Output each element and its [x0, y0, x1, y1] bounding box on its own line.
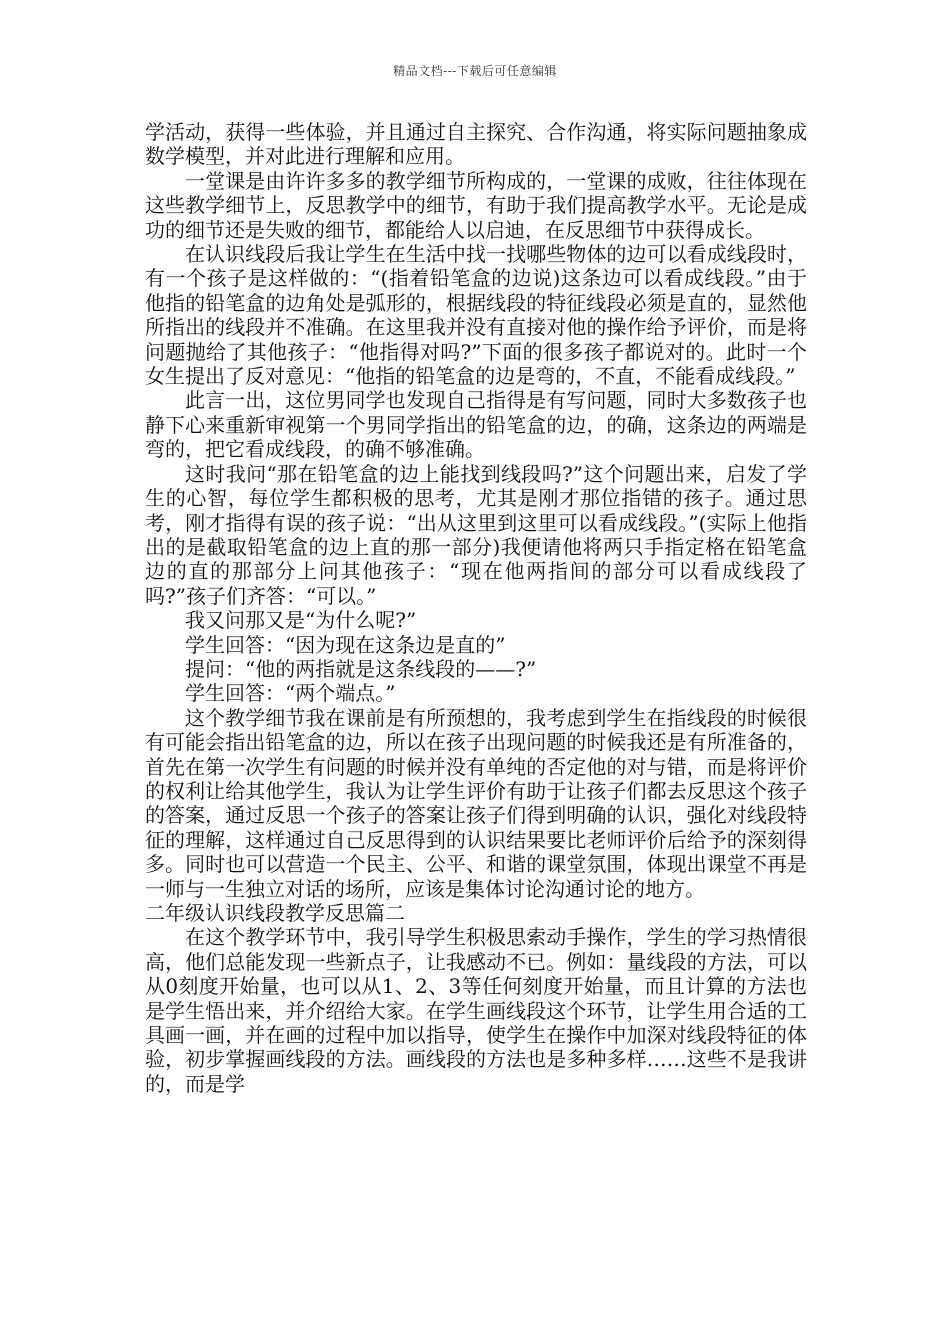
paragraph: 这个教学细节我在课前是有所预想的，我考虑到学生在指线段的时候很有可能会指出铅笔盒的边，所以在孩子出现问题的时候我还是有所准备的，首先在第一次学生有问题的时候并没有单纯的否定他的对与错，而是将评价的权利让给其他学生，我认为让学生评价有助于让孩子们都去反思这个孩子的答案，通过反思一个孩子的答案让孩子们得到明确的认识，强化对线段特征的理解，这样通过自己反思得到的认识结果要比老师评价后给予的深刻得多。同时也可以营造一个民主、公平、和谐的课堂氛围，体现出课堂不再是一师与一生独立对话的场所，应该是集体讨论沟通讨论的地方。: [145, 705, 807, 901]
page-header: 精品文档---下载后可任意编辑: [393, 64, 557, 78]
paragraph: 此言一出，这位男同学也发现自己指得是有写问题，同时大多数孩子也静下心来重新审视第一个男同学指出的铅笔盒的边，的确，这条边的两端是弯的，把它看成线段，的确不够准确。: [145, 388, 807, 462]
dialogue-line: 学生回答：“两个端点。”: [185, 681, 396, 706]
document-body: [145, 120, 807, 1096]
paragraph: 这时我问“那在铅笔盒的边上能找到线段吗?”这个问题出来，启发了学生的心智，每位学生都积极的思考，尤其是刚才那位指错的孩子。通过思考，刚才指得有误的孩子说：“出从这里到这里可以看成线段。”(实际上他指出的是截取铅笔盒的边上直的那一部分)我便请他将两只手指定格在铅笔盒边的直的那部分上问其他孩子：“现在他两指间的部分可以看成线段了吗?”孩子们齐答：“可以。”: [145, 461, 807, 608]
dialogue-line: 我又问那又是“为什么呢?”: [185, 608, 417, 633]
dialogue-line: 学生回答：“因为现在这条边是直的”: [185, 632, 506, 657]
dialogue-line: 提问：“他的两指就是这条线段的——?”: [185, 656, 537, 681]
paragraph: 在这个教学环节中，我引导学生积极思索动手操作，学生的学习热情很高，他们总能发现一些新点子，让我感动不已。例如：量线段的方法，可以从0刻度开始量，也可以从1、2、3等任何刻度开始量，而且计算的方法也是学生悟出来，并介绍给大家。在学生画线段这个环节，让学生用合适的工具画一画，并在画的过程中加以指导，使学生在操作中加深对线段特征的体验，初步掌握画线段的方法。画线段的方法也是多种多样……这些不是我讲的，而是学: [145, 925, 807, 1096]
section-heading: 二年级认识线段教学反思篇二: [145, 901, 405, 925]
paragraph: 一堂课是由许许多多的教学细节所构成的，一堂课的成败，往往体现在这些教学细节上，反思教学中的细节，有助于我们提高教学水平。无论是成功的细节还是失败的细节，都能给人以启迪，在反思细节中获得成长。: [145, 168, 807, 242]
paragraph: 在认识线段后我让学生在生活中找一找哪些物体的边可以看成线段时，有一个孩子是这样做的：“(指着铅笔盒的边说)这条边可以看成线段。”由于他指的铅笔盒的边角处是弧形的，根据线段的特征线段必须是直的，显然他所指出的线段并不准确。在这里我并没有直接对他的操作给予评价，而是将问题抛给了其他孩子：“他指得对吗?”下面的很多孩子都说对的。此时一个女生提出了反对意见：“他指的铅笔盒的边是弯的，不直，不能看成线段。”: [145, 242, 807, 389]
paragraph: 学活动，获得一些体验，并且通过自主探究、合作沟通，将实际问题抽象成数学模型，并对此进行理解和应用。: [145, 120, 807, 169]
